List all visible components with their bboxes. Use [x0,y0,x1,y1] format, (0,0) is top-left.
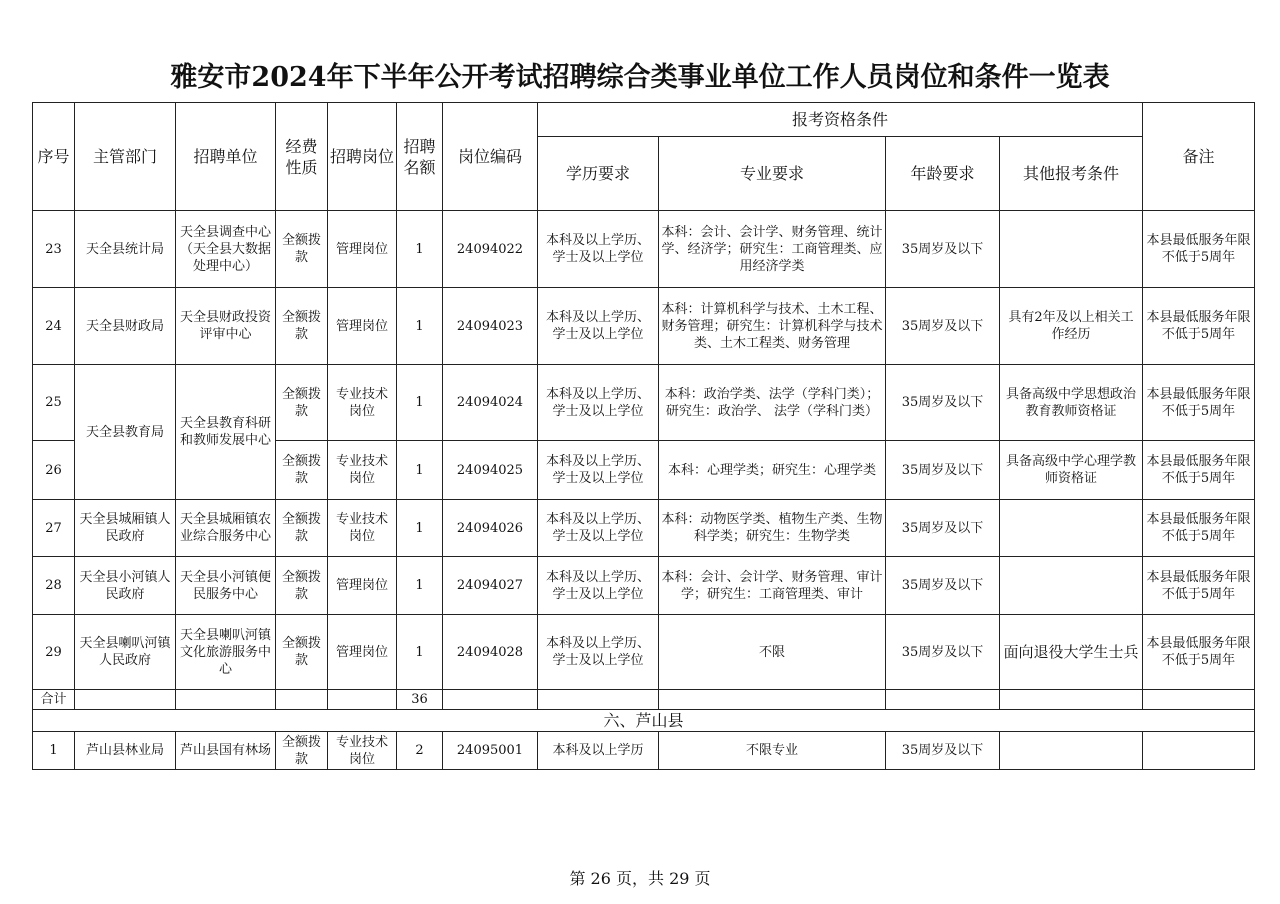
cell-dept: 天全县教育局 [75,365,176,500]
cell-other: 具备高级中学心理学教师资格证 [1000,441,1143,500]
cell-age: 35周岁及以下 [886,500,1000,557]
cell-funding: 全额拨款 [276,500,328,557]
cell-education: 本科及以上学历 [538,732,659,770]
cell-post: 管理岗位 [328,615,397,690]
header-quota: 招聘名额 [397,103,443,211]
cell-unit: 天全县财政投资评审中心 [176,288,276,365]
cell-major: 本科：心理学类；研究生：心理学类 [659,441,886,500]
cell-quota: 1 [397,615,443,690]
header-qualifications: 报考资格条件 [538,103,1143,137]
cell-other [1000,557,1143,615]
cell-seq: 24 [33,288,75,365]
cell-age: 35周岁及以下 [886,365,1000,441]
cell-seq: 27 [33,500,75,557]
cell-quota: 1 [397,557,443,615]
cell-remark [1143,732,1255,770]
cell-seq: 29 [33,615,75,690]
header-row-1 [33,103,1255,137]
cell-remark: 本县最低服务年限不低于5周年 [1143,615,1255,690]
header-unit: 招聘单位 [176,103,276,211]
cell-seq: 26 [33,441,75,500]
cell-code: 24094028 [443,615,538,690]
cell-unit: 天全县喇叭河镇文化旅游服务中心 [176,615,276,690]
header-code: 岗位编码 [443,103,538,211]
header-other: 其他报考条件 [1000,137,1143,211]
cell-education: 本科及以上学历、学士及以上学位 [538,211,659,288]
cell-dept: 天全县小河镇人民政府 [75,557,176,615]
cell-quota: 1 [397,211,443,288]
cell-quota: 1 [397,365,443,441]
cell-age: 35周岁及以下 [886,615,1000,690]
cell-code: 24094026 [443,500,538,557]
table-row [33,365,1255,441]
section-row [33,710,1255,732]
cell-age: 35周岁及以下 [886,288,1000,365]
header-age: 年龄要求 [886,137,1000,211]
cell-education: 本科及以上学历、学士及以上学位 [538,365,659,441]
header-education: 学历要求 [538,137,659,211]
cell-major: 本科：会计、会计学、财务管理、统计学、经济学；研究生：工商管理类、应用经济学类 [659,211,886,288]
cell-other: 具备高级中学思想政治教育教师资格证 [1000,365,1143,441]
header-remark: 备注 [1143,103,1255,211]
cell-dept: 天全县城厢镇人民政府 [75,500,176,557]
cell-code: 24094023 [443,288,538,365]
cell-post: 专业技术岗位 [328,732,397,770]
cell-seq: 23 [33,211,75,288]
cell-seq: 25 [33,365,75,441]
cell-education: 本科及以上学历、学士及以上学位 [538,557,659,615]
cell-funding: 全额拨款 [276,365,328,441]
cell-unit: 天全县调查中心（天全县大数据处理中心） [176,211,276,288]
cell-education: 本科及以上学历、学士及以上学位 [538,500,659,557]
cell-other: 具有2年及以上相关工作经历 [1000,288,1143,365]
cell-code: 24094022 [443,211,538,288]
cell-remark: 本县最低服务年限不低于5周年 [1143,441,1255,500]
header-funding: 经费性质 [276,103,328,211]
cell-other: 面向退役大学生士兵 [1000,615,1143,690]
table-row [33,732,1255,770]
header-major: 专业要求 [659,137,886,211]
cell-post: 专业技术岗位 [328,441,397,500]
page-footer: 第 26 页，共 29 页 [569,869,711,888]
cell-other [1000,732,1143,770]
cell-funding: 全额拨款 [276,557,328,615]
total-row [33,690,1255,710]
section-title: 六、芦山县 [33,710,1255,732]
cell-post: 专业技术岗位 [328,365,397,441]
cell-funding: 全额拨款 [276,211,328,288]
cell-major: 本科：会计、会计学、财务管理、审计学；研究生：工商管理类、审计 [659,557,886,615]
header-post: 招聘岗位 [328,103,397,211]
cell-other [1000,211,1143,288]
cell-major: 本科：政治学类、法学（学科门类）；研究生：政治学、 法学（学科门类） [659,365,886,441]
cell-age: 35周岁及以下 [886,441,1000,500]
table-row [33,500,1255,557]
total-quota: 36 [397,690,443,710]
cell-funding: 全额拨款 [276,732,328,770]
cell-post: 专业技术岗位 [328,500,397,557]
cell-remark: 本县最低服务年限不低于5周年 [1143,288,1255,365]
cell-code: 24095001 [443,732,538,770]
cell-age: 35周岁及以下 [886,732,1000,770]
cell-remark: 本县最低服务年限不低于5周年 [1143,211,1255,288]
cell-code: 24094027 [443,557,538,615]
cell-quota: 2 [397,732,443,770]
cell-major: 本科：动物医学类、植物生产类、生物科学类；研究生：生物学类 [659,500,886,557]
cell-remark: 本县最低服务年限不低于5周年 [1143,557,1255,615]
cell-funding: 全额拨款 [276,288,328,365]
page-title: 雅安市2024年下半年公开考试招聘综合类事业单位工作人员岗位和条件一览表 [170,62,1110,93]
cell-quota: 1 [397,441,443,500]
cell-code: 24094025 [443,441,538,500]
table-row [33,557,1255,615]
cell-code: 24094024 [443,365,538,441]
header-seq: 序号 [33,103,75,211]
cell-other [1000,500,1143,557]
cell-dept: 天全县统计局 [75,211,176,288]
table-row [33,211,1255,288]
table-row [33,288,1255,365]
cell-age: 35周岁及以下 [886,211,1000,288]
cell-post: 管理岗位 [328,288,397,365]
cell-education: 本科及以上学历、学士及以上学位 [538,615,659,690]
cell-dept: 芦山县林业局 [75,732,176,770]
cell-unit: 天全县教育科研和教师发展中心 [176,365,276,500]
cell-major: 本科：计算机科学与技术、土木工程、财务管理；研究生：计算机科学与技术类、土木工程类、财务管理 [659,288,886,365]
table-row [33,615,1255,690]
cell-seq: 28 [33,557,75,615]
cell-post: 管理岗位 [328,211,397,288]
cell-funding: 全额拨款 [276,441,328,500]
total-label: 合计 [33,690,75,710]
cell-unit: 天全县城厢镇农业综合服务中心 [176,500,276,557]
cell-unit: 芦山县国有林场 [176,732,276,770]
cell-quota: 1 [397,500,443,557]
cell-remark: 本县最低服务年限不低于5周年 [1143,365,1255,441]
cell-dept: 天全县喇叭河镇人民政府 [75,615,176,690]
cell-education: 本科及以上学历、学士及以上学位 [538,441,659,500]
positions-table [32,102,1255,770]
header-dept: 主管部门 [75,103,176,211]
cell-post: 管理岗位 [328,557,397,615]
cell-quota: 1 [397,288,443,365]
cell-major: 不限专业 [659,732,886,770]
cell-education: 本科及以上学历、学士及以上学位 [538,288,659,365]
cell-age: 35周岁及以下 [886,557,1000,615]
cell-seq: 1 [33,732,75,770]
cell-remark: 本县最低服务年限不低于5周年 [1143,500,1255,557]
cell-unit: 天全县小河镇便民服务中心 [176,557,276,615]
cell-funding: 全额拨款 [276,615,328,690]
cell-dept: 天全县财政局 [75,288,176,365]
cell-major: 不限 [659,615,886,690]
